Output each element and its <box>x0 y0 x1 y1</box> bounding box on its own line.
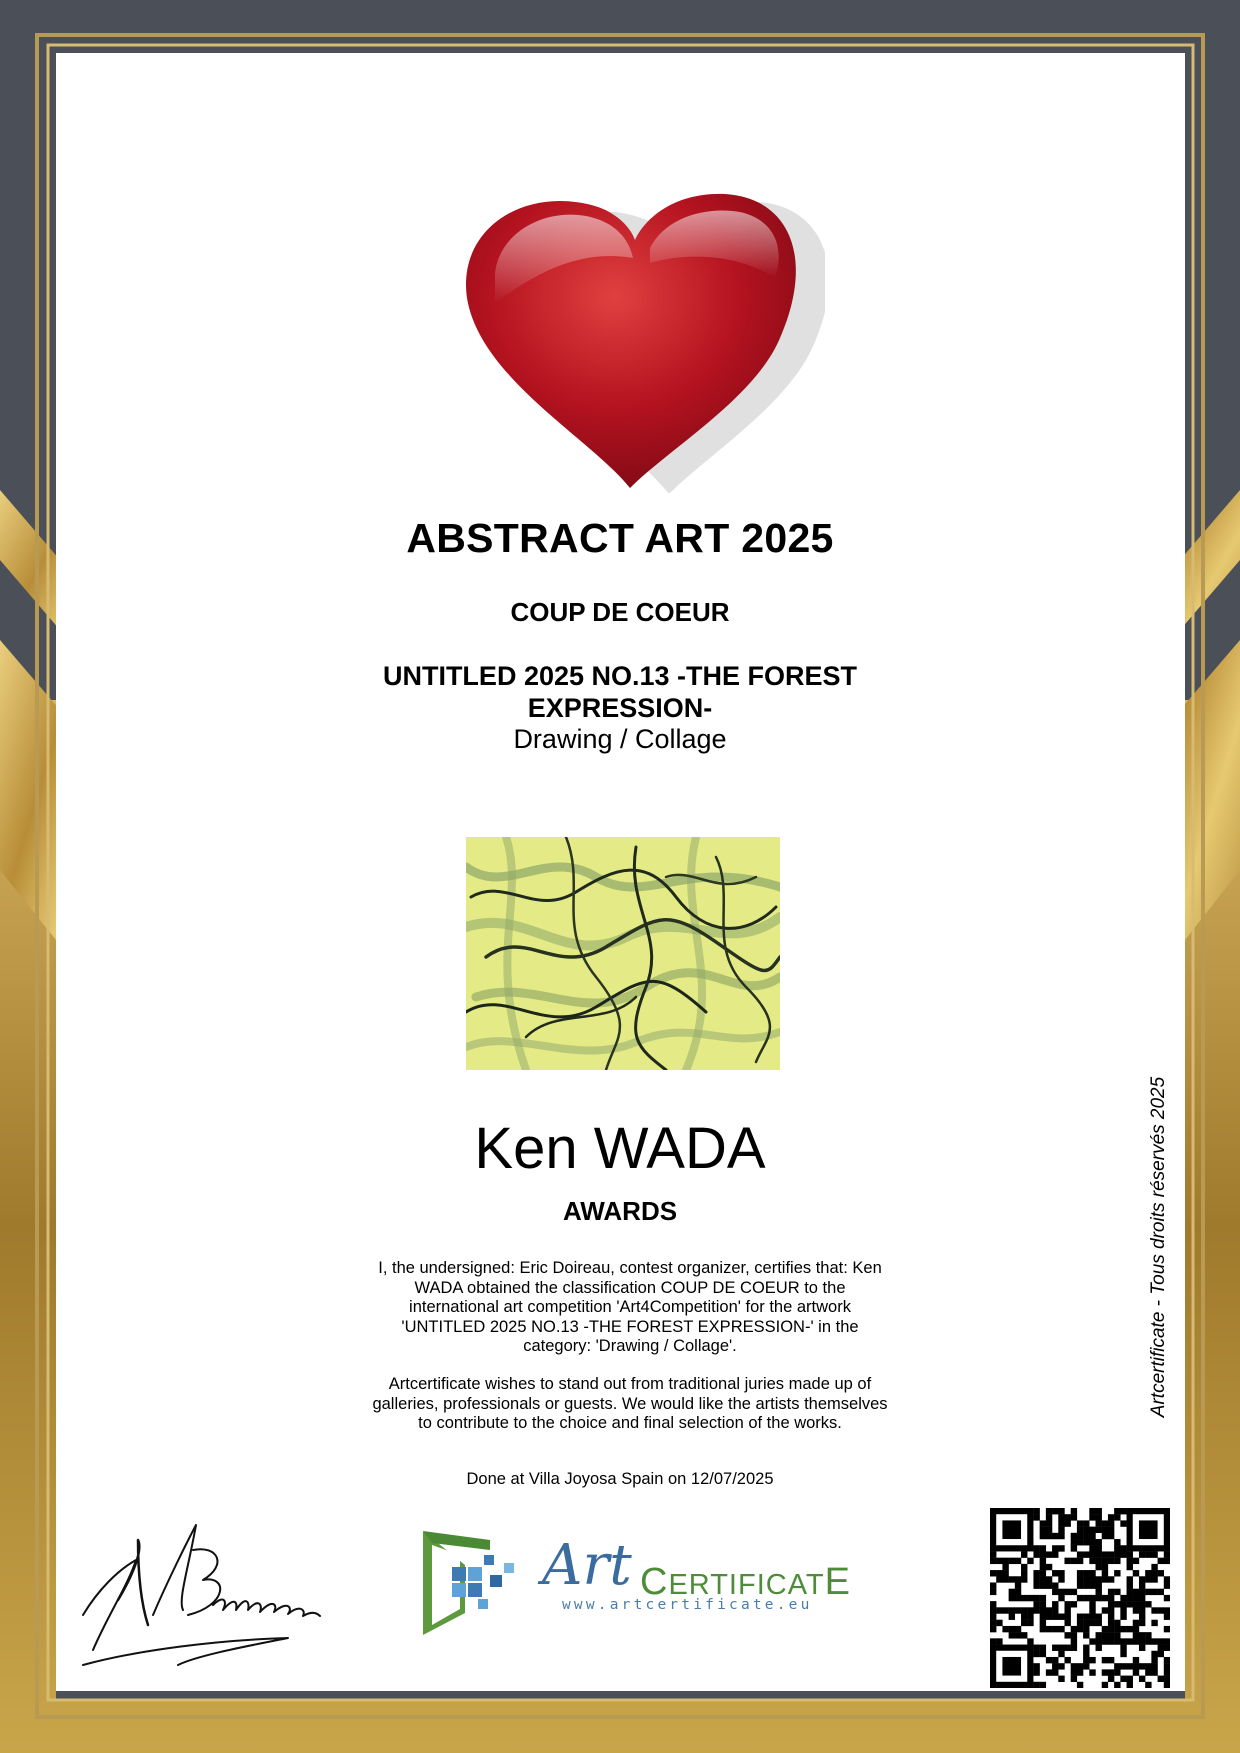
logo-cert-e: E <box>824 1561 851 1603</box>
logo-url: www.artcertificate.eu <box>562 1597 813 1613</box>
copyright-notice: Artcertificate - Tous droits réservés 2025 <box>1148 1076 1169 1418</box>
classification: COUP DE COEUR <box>510 597 730 627</box>
artwork-title-line2: EXPRESSION- <box>527 693 713 723</box>
artwork-image <box>466 837 780 1070</box>
signature-image <box>78 1520 358 1675</box>
qr-code <box>990 1508 1170 1688</box>
artwork-title-line1: UNTITLED 2025 NO.13 -THE FOREST <box>382 661 858 691</box>
logo-art-text: Art <box>542 1533 632 1598</box>
competition-title: ABSTRACT ART 2025 <box>406 515 834 561</box>
certification-paragraph: I, the undersigned: Eric Doireau, contest organizer, certifies that: Ken WADA obtained the classification COUP DE COEUR to the international art competition 'Art4Competition' for the artwork 'UNTITLED 2025 NO.13 -THE FOREST EXPRESSION-' in the category: 'Drawing / Collage'. <box>378 1259 882 1355</box>
awards-label: AWARDS <box>562 1196 678 1226</box>
logo-cert-rest: ERTIFICAT <box>668 1569 825 1601</box>
artwork-category: Drawing / Collage <box>513 724 727 754</box>
artwork-title <box>0 660 1240 724</box>
artist-name: Ken WADA <box>474 1116 766 1181</box>
done-at-date: Done at Villa Joyosa Spain on 12/07/2025 <box>466 1470 774 1488</box>
heart-icon <box>455 188 825 493</box>
logo-cert-c: C <box>640 1561 669 1603</box>
mission-paragraph: Artcertificate wishes to stand out from traditional juries made up of galleries, professionals or guests. We would like the artists themselves to contribute to the choice and final selection of the works. <box>372 1375 888 1432</box>
